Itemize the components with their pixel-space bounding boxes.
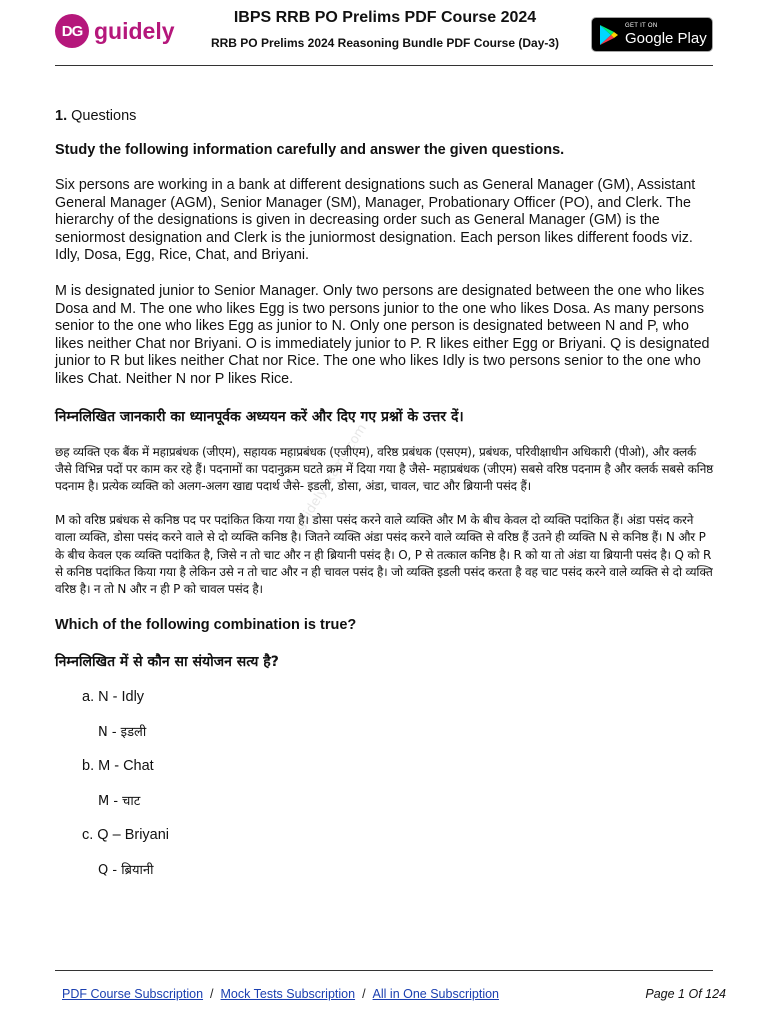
- document-title: IBPS RRB PO Prelims PDF Course 2024: [233, 9, 537, 26]
- header-divider: [55, 65, 713, 66]
- footer-separator: /: [210, 987, 214, 1001]
- options-list: [55, 689, 715, 878]
- option-c: c. Q – Briyani: [82, 826, 170, 843]
- paragraph-en-1: Six persons are working in a bank at different designations such as General Manager (GM), Assistant General Manager (AGM), Senior Manager (SM), Manager, Probationary Officer (PO), and Clerk. The hierarchy of the designations is given in decreasing order such as General Manager (GM) is the seniormost designation and Clerk is the juniormost designation. Each person likes different foods viz. Idly, Dosa, Egg, Rice, Chat, and Briyani.: [55, 177, 696, 264]
- option-b-hi: M - चाट: [98, 793, 141, 809]
- paragraph-en-2: M is designated junior to Senior Manager. Only two persons are designated between the one who likes Dosa and M. The one who likes Egg is two persons junior to the one who likes Dosa. As many persons senior to the one who likes Egg as junior to N. Only one person is designated between N and P, who likes neither Chat nor Briyani. O is immediately junior to P. R likes either Egg or Briyani. Q is designated junior to R but likes neither Chat nor Rice. The one who likes Idly is two persons senior to the one who likes Chat. Neither N nor P likes Rice.: [55, 282, 710, 387]
- pdf-course-link[interactable]: PDF Course Subscription: [62, 987, 204, 1001]
- option-b: b. M - Chat: [82, 757, 154, 774]
- paragraph-hi-1: छह व्यक्ति एक बैंक में महाप्रबंधक (जीएम), सहायक महाप्रबंधक (एजीएम), वरिष्ठ प्रबंधक (एसएम), प्रबंधक, परिवीक्षाधीन अधिकारी (पीओ), और क्लर्क जैसे विभिन्न पदों पर काम कर रहे हैं। पदनामों का पदानुक्रम घटते क्रम में दिया गया है जैसे- महाप्रबंधक (जीएम) सबसे वरिष्ठ पदनाम है और क्लर्क सबसे कनिष्ठ पदनाम है। प्रत्येक व्यक्ति को अलग-अलग खाद्य पदार्थ जैसे- इडली, डोसा, अंडा, चावल, चाट और ब्रियानी पसंद हैं।: [55, 444, 714, 494]
- google-play-icon: [599, 24, 619, 46]
- badge-big-text: Google Play: [625, 30, 707, 47]
- question-ask-en: Which of the following combination is true?: [55, 616, 357, 633]
- footer-divider: [55, 970, 713, 971]
- instruction-hi: निम्नलिखित जानकारी का ध्यानपूर्वक अध्ययन करें और दिए गए प्रश्नों के उत्तर दें।: [55, 408, 464, 425]
- question-heading: [55, 108, 715, 124]
- google-play-badge[interactable]: [591, 17, 713, 52]
- all-in-one-link[interactable]: All in One Subscription: [372, 987, 499, 1001]
- logo-text: guidely: [94, 17, 175, 44]
- mock-tests-link[interactable]: Mock Tests Subscription: [220, 987, 356, 1001]
- logo-mark: DG: [55, 14, 89, 48]
- badge-small-text: GET IT ON: [625, 23, 658, 29]
- option-a-hi: N - इडली: [98, 724, 147, 740]
- option-a: a. N - Idly: [82, 688, 145, 705]
- question-content: [55, 108, 715, 896]
- question-label: Questions: [71, 108, 137, 124]
- question-number: 1.: [55, 108, 68, 124]
- document-subtitle: RRB PO Prelims 2024 Reasoning Bundle PDF Course (Day-3): [210, 36, 560, 50]
- instruction-en: Study the following information carefully and answer the given questions.: [55, 142, 565, 158]
- paragraph-hi-2: M को वरिष्ठ प्रबंधक से कनिष्ठ पद पर पदांकित किया गया है। डोसा पसंद करने वाले व्यक्ति और M के बीच केवल दो व्यक्ति पदांकित हैं। अंडा पसंद करने वाला व्यक्ति, डोसा पसंद करने वाले से दो व्यक्ति कनिष्ठ है। जितने व्यक्ति अंडा पसंद करने वाले व्यक्ति से वरिष्ठ हैं उतने ही व्यक्ति N से कनिष्ठ हैं। N और P के बीच केवल एक व्यक्ति पदांकित है, जिसे न तो चाट और न ही ब्रियानी पसंद है। O, P से तत्काल कनिष्ठ है। R को या तो अंडा या ब्रियानी पसंद है। Q को R से कनिष्ठ पदांकित किया गया है लेकिन उसे न तो चाट और न ही चावल पसंद है। जो व्यक्ति इडली पसंद करता है वह चाट पसंद करने वाले व्यक्ति से दो व्यक्ति वरिष्ठ है। न तो N और न ही P को चावल पसंद है।: [55, 512, 713, 597]
- option-c-hi: Q - ब्रियानी: [98, 862, 154, 878]
- watermark: guidelyexams.com: [292, 421, 371, 534]
- page-number: Page 1 Of 124: [645, 987, 726, 1001]
- guidely-logo[interactable]: [55, 14, 175, 48]
- footer-links: [62, 987, 713, 1001]
- question-ask-hi: निम्नलिखित में से कौन सा संयोजन सत्य है?: [55, 653, 279, 670]
- footer-separator: /: [362, 987, 366, 1001]
